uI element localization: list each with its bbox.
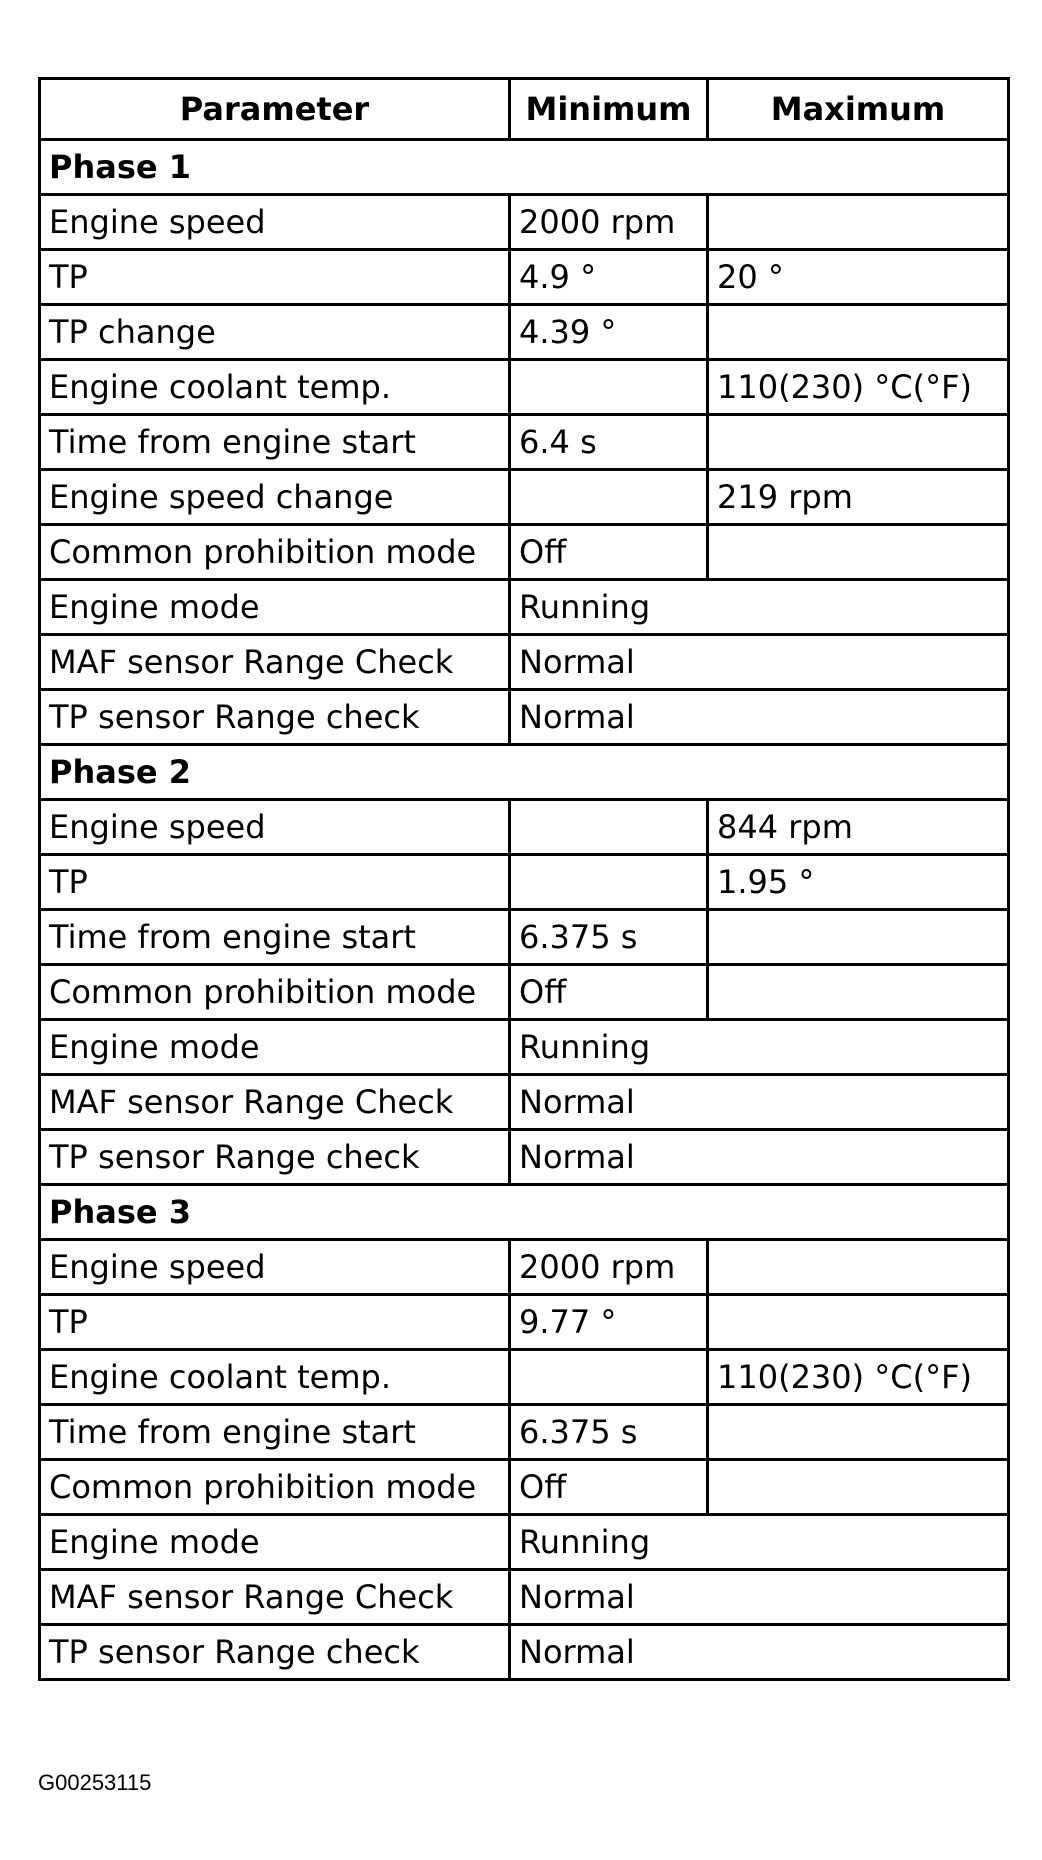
table-row <box>40 305 1009 360</box>
parameter-cell: Engine mode <box>40 580 510 635</box>
phase-label: Phase 3 <box>40 1185 1009 1240</box>
maximum-cell: 219 rpm <box>708 470 1009 525</box>
maximum-cell <box>708 1405 1009 1460</box>
parameter-cell: Engine coolant temp. <box>40 1350 510 1405</box>
parameter-cell: Time from engine start <box>40 910 510 965</box>
parameter-cell: MAF sensor Range Check <box>40 1075 510 1130</box>
parameter-cell: MAF sensor Range Check <box>40 635 510 690</box>
maximum-cell: 20 ° <box>708 250 1009 305</box>
maximum-cell <box>708 305 1009 360</box>
parameter-cell: Common prohibition mode <box>40 1460 510 1515</box>
minimum-cell: 4.9 ° <box>510 250 708 305</box>
maximum-cell <box>708 910 1009 965</box>
table-row <box>40 1570 1009 1625</box>
minimum-cell: 6.4 s <box>510 415 708 470</box>
parameter-table <box>38 77 1010 1681</box>
maximum-cell <box>708 1460 1009 1515</box>
minimum-cell <box>510 855 708 910</box>
table-row <box>40 1240 1009 1295</box>
maximum-cell: 110(230) °C(°F) <box>708 1350 1009 1405</box>
table-row <box>40 855 1009 910</box>
table-row <box>40 415 1009 470</box>
table-row <box>40 1515 1009 1570</box>
parameter-cell: Common prohibition mode <box>40 525 510 580</box>
parameter-cell: Engine speed change <box>40 470 510 525</box>
minimum-cell <box>510 1350 708 1405</box>
parameter-cell: Engine mode <box>40 1515 510 1570</box>
phase-row <box>40 1185 1009 1240</box>
table-row <box>40 1350 1009 1405</box>
minimum-cell: Off <box>510 1460 708 1515</box>
maximum-cell <box>708 415 1009 470</box>
parameter-cell: Engine speed <box>40 800 510 855</box>
minimum-cell <box>510 470 708 525</box>
maximum-cell <box>708 195 1009 250</box>
parameter-cell: Time from engine start <box>40 1405 510 1460</box>
minimum-cell <box>510 360 708 415</box>
table-row <box>40 800 1009 855</box>
minimum-cell: 6.375 s <box>510 910 708 965</box>
table-row <box>40 525 1009 580</box>
table-body <box>40 140 1009 1680</box>
table-row <box>40 1130 1009 1185</box>
table-row <box>40 910 1009 965</box>
minimum-cell: Off <box>510 965 708 1020</box>
parameter-cell: Common prohibition mode <box>40 965 510 1020</box>
minimum-cell <box>510 800 708 855</box>
phase-row <box>40 745 1009 800</box>
value-cell: Normal <box>510 1570 1009 1625</box>
maximum-cell <box>708 525 1009 580</box>
minimum-cell: 9.77 ° <box>510 1295 708 1350</box>
minimum-cell: 6.375 s <box>510 1405 708 1460</box>
header-row <box>40 79 1009 140</box>
header-minimum: Minimum <box>510 79 708 140</box>
minimum-cell: 2000 rpm <box>510 195 708 250</box>
parameter-cell: TP sensor Range check <box>40 690 510 745</box>
table-row <box>40 195 1009 250</box>
value-cell: Running <box>510 1020 1009 1075</box>
header-maximum: Maximum <box>708 79 1009 140</box>
maximum-cell: 110(230) °C(°F) <box>708 360 1009 415</box>
parameter-cell: TP change <box>40 305 510 360</box>
minimum-cell: 4.39 ° <box>510 305 708 360</box>
maximum-cell: 1.95 ° <box>708 855 1009 910</box>
table-row <box>40 690 1009 745</box>
table-row <box>40 965 1009 1020</box>
table-row <box>40 1075 1009 1130</box>
parameter-cell: TP <box>40 250 510 305</box>
parameter-cell: TP <box>40 855 510 910</box>
parameter-cell: TP sensor Range check <box>40 1130 510 1185</box>
table-row <box>40 1020 1009 1075</box>
value-cell: Running <box>510 1515 1009 1570</box>
parameter-cell: Engine coolant temp. <box>40 360 510 415</box>
parameter-cell: Engine mode <box>40 1020 510 1075</box>
table-row <box>40 360 1009 415</box>
table-row <box>40 1625 1009 1680</box>
parameter-cell: TP <box>40 1295 510 1350</box>
table-row <box>40 1405 1009 1460</box>
parameter-cell: MAF sensor Range Check <box>40 1570 510 1625</box>
table-row <box>40 635 1009 690</box>
phase-label: Phase 1 <box>40 140 1009 195</box>
value-cell: Normal <box>510 635 1009 690</box>
parameter-cell: Engine speed <box>40 1240 510 1295</box>
parameter-cell: Engine speed <box>40 195 510 250</box>
maximum-cell: 844 rpm <box>708 800 1009 855</box>
minimum-cell: 2000 rpm <box>510 1240 708 1295</box>
maximum-cell <box>708 1295 1009 1350</box>
figure-id: G00253115 <box>38 1770 152 1795</box>
phase-row <box>40 140 1009 195</box>
parameter-cell: Time from engine start <box>40 415 510 470</box>
maximum-cell <box>708 965 1009 1020</box>
value-cell: Running <box>510 580 1009 635</box>
table-row <box>40 1460 1009 1515</box>
value-cell: Normal <box>510 1130 1009 1185</box>
minimum-cell: Off <box>510 525 708 580</box>
phase-label: Phase 2 <box>40 745 1009 800</box>
table-row <box>40 470 1009 525</box>
table-row <box>40 250 1009 305</box>
table-row <box>40 1295 1009 1350</box>
maximum-cell <box>708 1240 1009 1295</box>
table-row <box>40 580 1009 635</box>
parameter-cell: TP sensor Range check <box>40 1625 510 1680</box>
header-parameter: Parameter <box>40 79 510 140</box>
value-cell: Normal <box>510 690 1009 745</box>
value-cell: Normal <box>510 1075 1009 1130</box>
value-cell: Normal <box>510 1625 1009 1680</box>
